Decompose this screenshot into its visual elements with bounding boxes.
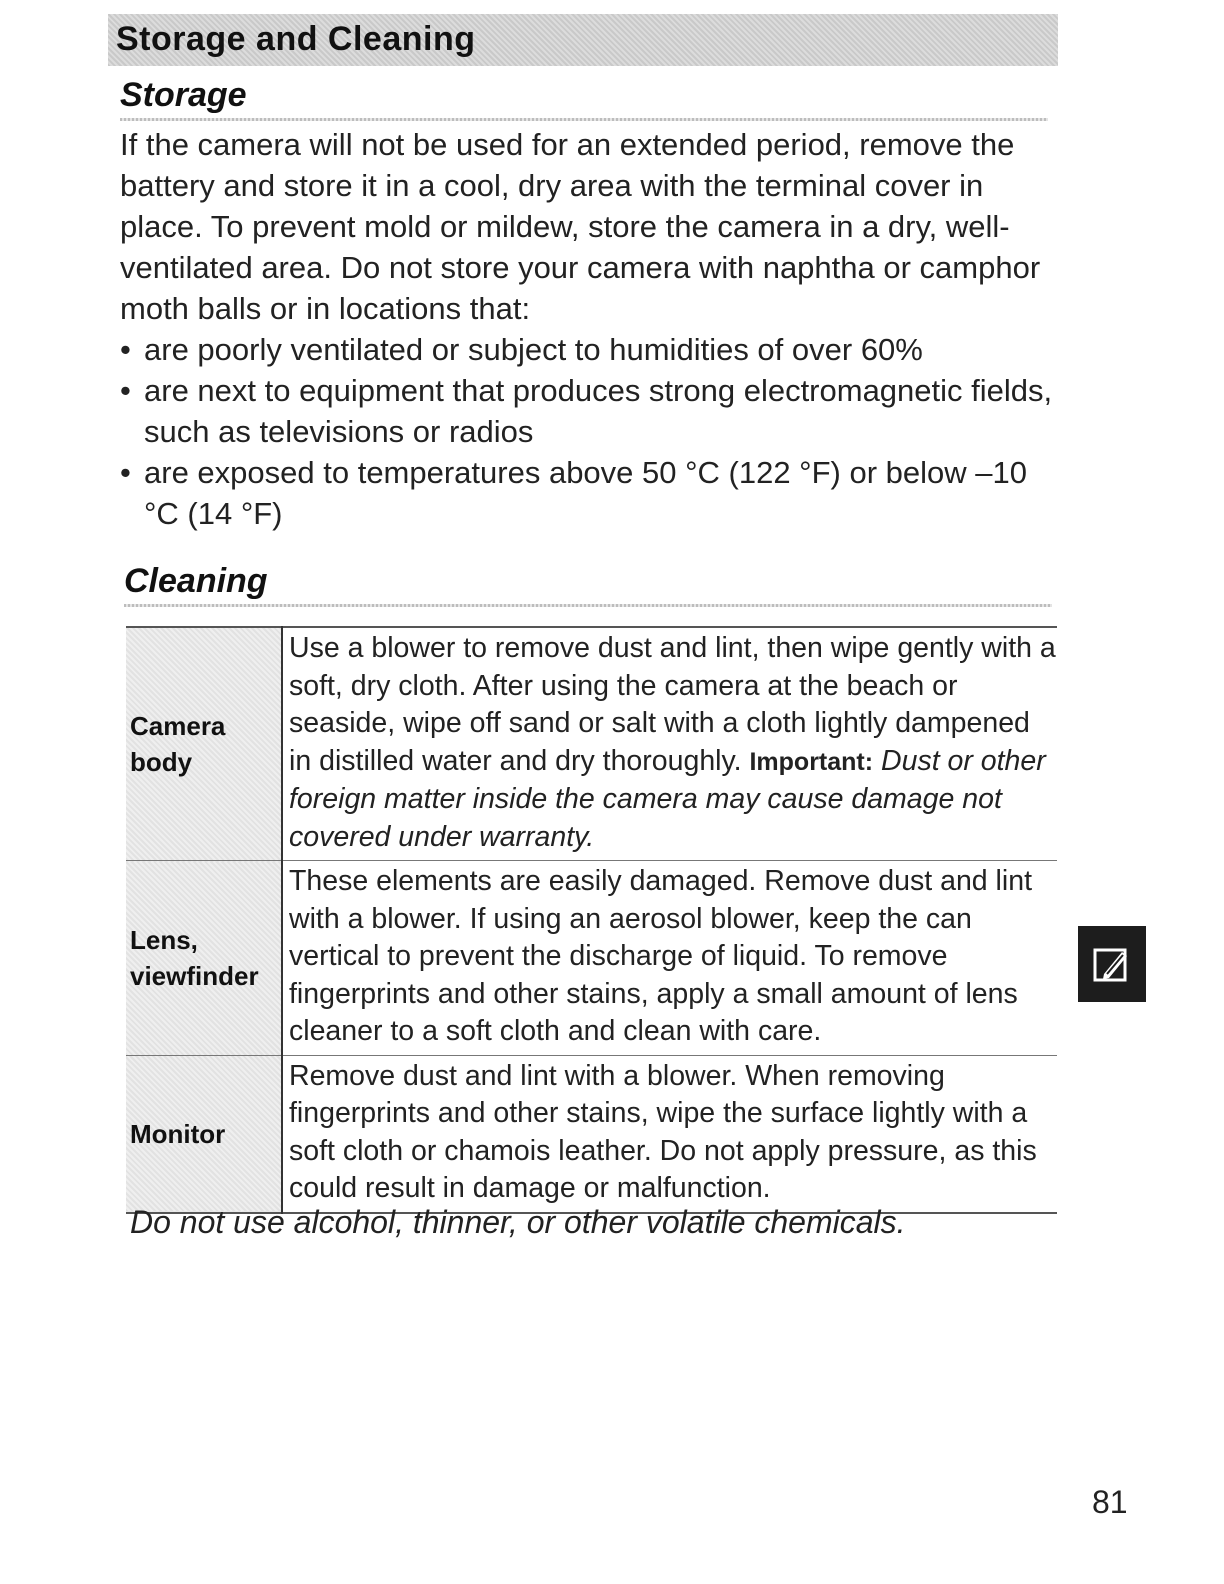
row-label-monitor: Monitor	[126, 1055, 282, 1213]
cleaning-table	[126, 626, 1057, 1214]
row-label-lens-viewfinder	[126, 861, 282, 1056]
storage-heading: Storage	[120, 76, 247, 114]
table-row	[126, 627, 1057, 861]
storage-body	[120, 124, 1055, 534]
row-label-camera-body: Camera body	[126, 627, 282, 861]
section-side-tab	[1078, 926, 1146, 1002]
camera-body-text: Use a blower to remove dust and lint, then wipe gently with a soft, dry cloth. After using the camera at the beach or seaside, wipe off sand or salt with a cloth lightly dampened in distilled water and dry thoroughly.	[289, 632, 1056, 777]
row-text-lens-viewfinder: These elements are easily damaged. Remove dust and lint with a blower. If using an aerosol blower, keep the can vertical to prevent the discharge of liquid. To remove fingerprints and other stains, apply a small amount of lens cleaner to a soft cloth and clean with care.	[282, 861, 1057, 1056]
important-label: Important:	[749, 747, 874, 776]
label-line: Lens,	[130, 924, 198, 955]
storage-bullet: • are poorly ventilated or subject to humidities of over 60%	[120, 329, 1055, 370]
storage-intro: If the camera will not be used for an extended period, remove the battery and store it in a cool, dry area with the terminal cover in place. To prevent mold or mildew, store the camera in a dry, well-ventilated area. Do not store your camera with naphtha or camphor moth balls or in locations that:	[120, 127, 1041, 326]
cleaning-heading-rule	[124, 604, 1052, 607]
storage-heading-rule	[120, 118, 1048, 121]
section-title: Storage and Cleaning	[116, 20, 476, 58]
chemical-warning-note: Do not use alcohol, thinner, or other volatile chemicals.	[130, 1204, 906, 1240]
pen-note-icon	[1092, 944, 1132, 984]
storage-bullet: • are exposed to temperatures above 50 °C (122 °F) or below –10 °C (14 °F)	[120, 452, 1055, 534]
section-banner	[108, 14, 1058, 66]
page-number: 81	[1092, 1484, 1128, 1520]
table-row	[126, 861, 1057, 1056]
storage-bullet-list	[120, 329, 1055, 534]
label-line: viewfinder	[130, 960, 259, 991]
row-text-monitor: Remove dust and lint with a blower. When removing fingerprints and other stains, wipe the surface lightly with a soft cloth or chamois leather. Do not apply pressure, as this could result in damage or malfunction.	[282, 1055, 1057, 1213]
cleaning-heading: Cleaning	[124, 562, 268, 600]
row-text-camera-body	[282, 627, 1057, 861]
table-row	[126, 1055, 1057, 1213]
storage-bullet: • are next to equipment that produces strong electromagnetic fields, such as televisions or radios	[120, 370, 1055, 452]
important-text: Dust or other foreign matter inside the camera may cause damage not covered under warranty.	[289, 744, 1046, 853]
